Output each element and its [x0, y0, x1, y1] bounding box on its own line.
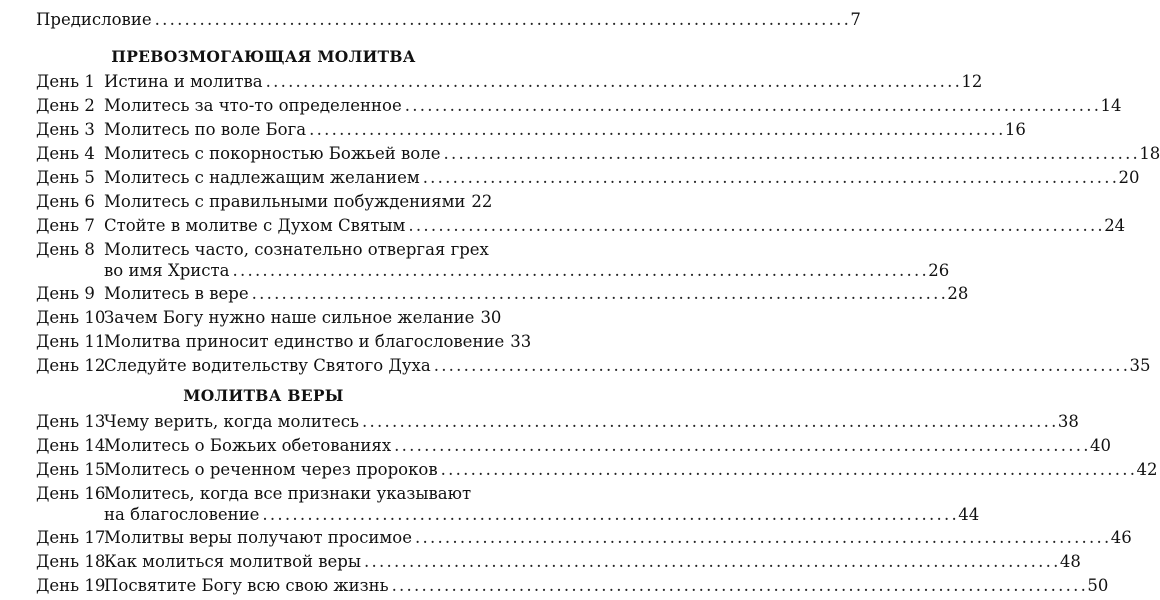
toc-page-number: 40	[1089, 436, 1111, 455]
toc-entry-title: Следуйте водительству Святого Духа	[104, 356, 431, 375]
toc-page-number: 30	[480, 308, 502, 327]
toc-entry-title: Молитесь с правильными побуждениями	[104, 192, 466, 211]
toc-entry	[104, 330, 532, 354]
toc-entry-title: Молитесь, когда все признаки указывают	[104, 484, 472, 503]
toc-entry-title: Молитесь в вере	[104, 284, 249, 303]
toc-page-number: 26	[928, 261, 950, 280]
dot-leader	[155, 8, 848, 32]
toc-entry-title: Молитесь за что-то определенное	[104, 96, 402, 115]
toc-entry-title: Зачем Богу нужно наше сильное желание	[104, 308, 475, 327]
dot-leader	[262, 503, 955, 527]
toc-entry	[104, 142, 1160, 166]
toc-page-number: 42	[1136, 460, 1158, 479]
toc-day-label: День 18	[36, 552, 106, 571]
toc-day-label: День 13	[36, 412, 106, 431]
toc-day-label: День 2	[36, 96, 95, 115]
toc-page-number: 46	[1110, 528, 1132, 547]
toc-day-label: День 19	[36, 576, 106, 595]
toc-entry	[104, 306, 502, 330]
toc-entry-title: Предисловие	[36, 10, 152, 29]
toc-entry	[104, 94, 1122, 118]
toc-entry	[104, 434, 1111, 458]
toc-entry-title-continued: во имя Христа	[104, 261, 230, 280]
toc-day-label: День 17	[36, 528, 106, 547]
dot-leader	[392, 574, 1085, 598]
dot-leader	[423, 166, 1116, 190]
toc-page-number: 28	[947, 284, 969, 303]
toc-entry	[104, 458, 1158, 482]
toc-day-label: День 11	[36, 332, 106, 351]
dot-leader	[405, 94, 1098, 118]
toc-day-label: День 3	[36, 120, 95, 139]
toc-entry	[104, 214, 1126, 238]
toc-day-label: День 10	[36, 308, 106, 327]
dot-leader	[266, 70, 959, 94]
toc-day-label: День 12	[36, 356, 106, 375]
toc-entry-title: Чему верить, когда молитесь	[104, 412, 360, 431]
toc-page-number: 16	[1004, 120, 1026, 139]
toc-entry-title: Молитва приносит единство и благословение	[104, 332, 505, 351]
toc-entry-title: Молитесь о реченном через пророков	[104, 460, 438, 479]
dot-leader	[441, 458, 1134, 482]
toc-day-label: День 9	[36, 284, 95, 303]
toc-page-number: 35	[1129, 356, 1151, 375]
toc-entry-title: Как молиться молитвой веры	[104, 552, 362, 571]
dot-leader	[232, 259, 925, 283]
toc-page-number: 14	[1100, 96, 1122, 115]
toc-entry-title: Молитесь по воле Бога	[104, 120, 307, 139]
dot-leader	[415, 526, 1108, 550]
toc-entry	[104, 118, 1026, 142]
toc-page-number: 7	[850, 10, 861, 29]
toc-page-number: 24	[1104, 216, 1126, 235]
toc-day-label: День 1	[36, 72, 95, 91]
toc-day-label: День 8	[36, 240, 95, 259]
toc-page-number: 44	[958, 505, 980, 524]
toc-day-label: День 4	[36, 144, 95, 163]
toc-day-label: День 5	[36, 168, 95, 187]
dot-leader	[408, 214, 1101, 238]
toc-entry	[104, 526, 1132, 550]
toc-entry-title: Истина и молитва	[104, 72, 263, 91]
toc-entry	[104, 282, 969, 306]
toc-entry-title: Молитесь часто, сознательно отвергая грех	[104, 240, 489, 259]
toc-entry-title: Молитвы веры получают просимое	[104, 528, 412, 547]
toc-entry	[36, 8, 861, 32]
toc-entry	[104, 166, 1140, 190]
toc-entry-title: Молитесь с покорностью Божьей воле	[104, 144, 441, 163]
dot-leader	[444, 142, 1137, 166]
toc-entry	[104, 410, 1079, 434]
dot-leader	[362, 410, 1055, 434]
toc-page-number: 33	[510, 332, 532, 351]
toc-day-label: День 14	[36, 436, 106, 455]
toc-entry	[104, 503, 980, 527]
dot-leader	[434, 354, 1127, 378]
toc-entry	[104, 574, 1109, 598]
section-heading: ПРЕВОЗМОГАЮЩАЯ МОЛИТВА	[111, 47, 416, 66]
toc-day-label: День 16	[36, 484, 106, 503]
dot-leader	[252, 282, 945, 306]
dot-leader	[394, 434, 1087, 458]
dot-leader	[309, 118, 1002, 142]
toc-day-label: День 15	[36, 460, 106, 479]
toc-entry-title: Стойте в молитве с Духом Святым	[104, 216, 406, 235]
toc-day-label: День 7	[36, 216, 95, 235]
section-heading: МОЛИТВА ВЕРЫ	[183, 386, 344, 405]
toc-page-number: 38	[1057, 412, 1079, 431]
toc-day-label: День 6	[36, 192, 95, 211]
toc-entry	[104, 70, 983, 94]
toc-page-number: 48	[1059, 552, 1081, 571]
toc-entry-title: Посвятите Богу всю свою жизнь	[104, 576, 389, 595]
toc-entry-title-continued: на благословение	[104, 505, 260, 524]
toc-entry	[104, 354, 1151, 378]
toc-entry	[104, 190, 493, 214]
toc-page-number: 22	[471, 192, 493, 211]
toc-page-number: 20	[1118, 168, 1140, 187]
toc-entry	[104, 550, 1081, 574]
toc-entry-title: Молитесь о Божьих обетованиях	[104, 436, 392, 455]
toc-page-number: 18	[1139, 144, 1160, 163]
toc-entry	[104, 259, 950, 283]
toc-page-number: 50	[1087, 576, 1109, 595]
dot-leader	[364, 550, 1057, 574]
toc-entry-title: Молитесь с надлежащим желанием	[104, 168, 420, 187]
toc-page-number: 12	[961, 72, 983, 91]
